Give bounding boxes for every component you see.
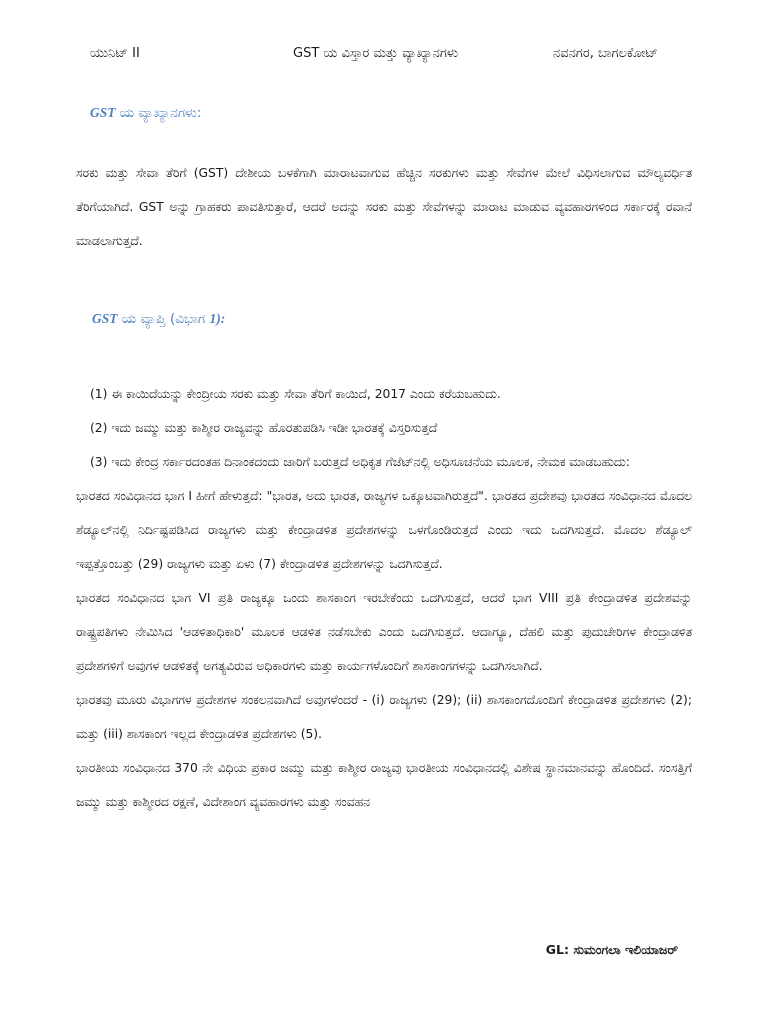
heading-prefix: GST: [92, 311, 118, 326]
list-item: (1) ಈ ಕಾಯಿದೆಯನ್ನು ಕೇಂದ್ರೀಯ ಸರಕು ಮತ್ತು ಸೇವಾ ತೆರಿಗೆ ಕಾಯಿದೆ, 2017 ಎಂದು ಕರೆಯಬಹುದು.: [90, 387, 501, 401]
header-unit: ಯುನಿಟ್ II: [90, 46, 140, 61]
heading-prefix: GST: [90, 105, 116, 120]
body-paragraph: ಭಾರತವು ಮೂರು ವಿಭಾಗಗಳ ಪ್ರದೇಶಗಳ ಸಂಕಲನವಾಗಿದೆ ಅವುಗಳೆಂದರೆ - (i) ರಾಜ್ಯಗಳು (29); (ii) ಶಾಸಕಾಂಗದೊಂದಿಗೆ ಕೇಂದ್ರಾಡಳಿತ ಪ್ರದೇಶಗಳು (2); ಮತ್ತು (iii) ಶಾಸಕಾಂಗ ಇಲ್ಲದ ಕೇಂದ್ರಾಡಳಿತ ಪ್ರದೇಶಗಳು (5).: [76, 693, 692, 741]
body-paragraph: ಭಾರತದ ಸಂವಿಧಾನದ ಭಾಗ VI ಪ್ರತಿ ರಾಜ್ಯಕ್ಕೂ ಒಂದು ಶಾಸಕಾಂಗ ಇರಬೇಕೆಂದು ಒದಗಿಸುತ್ತದೆ, ಆದರೆ ಭಾಗ VIII ಪ್ರತಿ ಕೇಂದ್ರಾಡಳಿತ ಪ್ರದೇಶವನ್ನು ರಾಷ್ಟ್ರಪತಿಗಳು ನೇಮಿಸಿದ 'ಆಡಳಿತಾಧಿಕಾರಿ' ಮೂಲಕ ಆಡಳಿತ ನಡೆಸಬೇಕು ಎಂದು ಒದಗಿಸುತ್ತದೆ. ಆದಾಗ್ಯೂ, ದೆಹಲಿ ಮತ್ತು ಪುದುಚೇರಿಗಳ ಕೇಂದ್ರಾಡಳಿತ ಪ್ರದೇಶಗಳಿಗೆ ಅವುಗಳ ಆಡಳಿತಕ್ಕೆ ಅಗತ್ಯವಿರುವ ಅಧಿಕಾರಗಳು ಮತ್ತು ಕಾರ್ಯಗಳೊಂದಿಗೆ ಶಾಸಕಾಂಗಗಳನ್ನು ಒದಗಿಸಲಾಗಿದೆ.: [76, 591, 692, 673]
heading-number: 1):: [209, 311, 226, 326]
footer-author: GL: ಸುಮಂಗಲಾ ಇಲಿಯಾಜರ್: [545, 942, 678, 957]
scope-body: [76, 377, 692, 819]
body-paragraph: ಭಾರತೀಯ ಸಂವಿಧಾನದ 370 ನೇ ವಿಧಿಯ ಪ್ರಕಾರ ಜಮ್ಮು ಮತ್ತು ಕಾಶ್ಮೀರ ರಾಜ್ಯವು ಭಾರತೀಯ ಸಂವಿಧಾನದಲ್ಲಿ ವಿಶೇಷ ಸ್ಥಾನಮಾನವನ್ನು ಹೊಂದಿದೆ. ಸಂಸತ್ತಿಗೆ ಜಮ್ಮು ಮತ್ತು ಕಾಶ್ಮೀರದ ರಕ್ಷಣೆ, ವಿದೇಶಾಂಗ ವ್ಯವಹಾರಗಳು ಮತ್ತು ಸಂವಹನ: [76, 761, 692, 809]
header-title: GST ಯ ವಿಸ್ತಾರ ಮತ್ತು ವ್ಯಾಖ್ಯಾನಗಳು: [293, 46, 459, 61]
header-location: ನವನಗರ, ಬಾಗಲಕೋಟ್: [553, 46, 659, 61]
section-heading-scope: [92, 311, 225, 327]
intro-paragraph: ಸರಕು ಮತ್ತು ಸೇವಾ ತೆರಿಗೆ (GST) ದೇಶೀಯ ಬಳಕೆಗಾಗಿ ಮಾರಾಟವಾಗುವ ಹೆಚ್ಚಿನ ಸರಕುಗಳು ಮತ್ತು ಸೇವೆಗಳ ಮೇಲೆ ವಿಧಿಸಲಾಗುವ ಮೌಲ್ಯವರ್ಧಿತ ತೆರಿಗೆಯಾಗಿದೆ. GST ಅನ್ನು ಗ್ರಾಹಕರು ಪಾವತಿಸುತ್ತಾರೆ, ಆದರೆ ಅದನ್ನು ಸರಕು ಮತ್ತು ಸೇವೆಗಳನ್ನು ಮಾರಾಟ ಮಾಡುವ ವ್ಯವಹಾರಗಳಿಂದ ಸರ್ಕಾರಕ್ಕೆ ರವಾನೆ ಮಾಡಲಾಗುತ್ತದೆ.: [76, 166, 692, 248]
list-item: (3) ಇದು ಕೇಂದ್ರ ಸರ್ಕಾರದಂತಹ ದಿನಾಂಕದಂದು ಜಾರಿಗೆ ಬರುತ್ತದೆ ಅಧಿಕೃತ ಗೆಜೆಟ್‌ನಲ್ಲಿ ಅಧಿಸೂಚನೆಯ ಮೂಲಕ, ನೇಮಕ ಮಾಡಬಹುದು:: [90, 455, 630, 469]
heading-text: ಯ ವ್ಯಾಪ್ತಿ (ವಿಭಾಗ: [117, 311, 210, 327]
heading-text: ಯ ವ್ಯಾಖ್ಯಾನಗಳು:: [115, 105, 202, 121]
list-item: (2) ಇದು ಜಮ್ಮು ಮತ್ತು ಕಾಶ್ಮೀರ ರಾಜ್ಯವನ್ನು ಹೊರತುಪಡಿಸಿ ಇಡೀ ಭಾರತಕ್ಕೆ ವಿಸ್ತರಿಸುತ್ತದೆ: [90, 421, 438, 435]
body-paragraph: ಭಾರತದ ಸಂವಿಧಾನದ ಭಾಗ I ಹೀಗೆ ಹೇಳುತ್ತದೆ: "ಭಾರತ, ಅದು ಭಾರತ, ರಾಜ್ಯಗಳ ಒಕ್ಕೂಟವಾಗಿರುತ್ತದೆ". ಭಾರತದ ಪ್ರದೇಶವು ಭಾರತದ ಸಂವಿಧಾನದ ಮೊದಲ ಶೆಡ್ಯೂಲ್‌ನಲ್ಲಿ ನಿರ್ದಿಷ್ಟಪಡಿಸಿದ ರಾಜ್ಯಗಳು ಮತ್ತು ಕೇಂದ್ರಾಡಳಿತ ಪ್ರದೇಶಗಳನ್ನು ಒಳಗೊಂಡಿರುತ್ತದೆ ಎಂದು ಇದು ಒದಗಿಸುತ್ತದೆ. ಮೊದಲ ಶೆಡ್ಯೂಲ್ ಇಪ್ಪತ್ತೊಂಬತ್ತು (29) ರಾಜ್ಯಗಳು ಮತ್ತು ಏಳು (7) ಕೇಂದ್ರಾಡಳಿತ ಪ್ರದೇಶಗಳನ್ನು ಒದಗಿಸುತ್ತದೆ.: [76, 489, 692, 571]
section-heading-definitions: [90, 105, 201, 121]
